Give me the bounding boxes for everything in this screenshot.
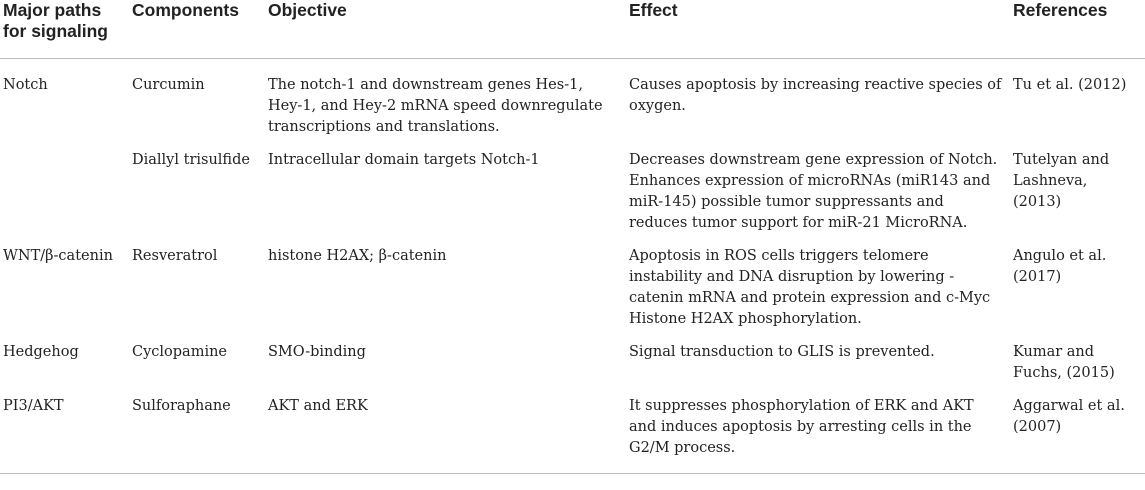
table-row bbox=[0, 342, 1145, 396]
cell-components: Sulforaphane bbox=[132, 398, 231, 414]
cell-effect: Causes apoptosis by increasing reactive species of oxygen. bbox=[629, 77, 1002, 114]
header-pathway: Major paths for signaling bbox=[3, 0, 108, 41]
table-body bbox=[0, 59, 1145, 474]
header-objective: Objective bbox=[268, 0, 347, 20]
cell-components: Resveratrol bbox=[132, 248, 218, 264]
header-components: Components bbox=[132, 0, 239, 20]
cell-objective: AKT and ERK bbox=[268, 398, 368, 414]
table-row bbox=[0, 396, 1145, 474]
header-row bbox=[0, 0, 1145, 59]
cell-objective: Intracellular domain targets Notch-1 bbox=[268, 152, 540, 168]
cell-pathway bbox=[0, 150, 132, 246]
cell-effect: Signal transduction to GLIS is prevented. bbox=[629, 344, 935, 360]
cell-components: Diallyl trisulfide bbox=[132, 152, 250, 168]
cell-effect: It suppresses phosphorylation of ERK and AKT and induces apoptosis by arresting cells in the G2/M process. bbox=[629, 398, 974, 456]
table-header bbox=[0, 0, 1145, 59]
cell-effect: Apoptosis in ROS cells triggers telomere instability and DNA disruption by lowering -catenin mRNA and protein expression and c-Myc Histone H2AX phosphorylation. bbox=[629, 248, 991, 327]
cell-references: Tu et al. (2012) bbox=[1013, 77, 1127, 93]
cell-components: Curcumin bbox=[132, 77, 205, 93]
cell-components: Cyclopamine bbox=[132, 344, 228, 360]
cell-references: Kumar and Fuchs, (2015) bbox=[1013, 344, 1115, 381]
table-row bbox=[0, 150, 1145, 246]
header-references: References bbox=[1013, 0, 1108, 20]
cell-pathway: Hedgehog bbox=[3, 344, 79, 360]
cell-objective: SMO-binding bbox=[268, 344, 366, 360]
cell-objective: histone H2AX; β-catenin bbox=[268, 248, 447, 264]
cell-pathway: WNT/β-catenin bbox=[3, 248, 113, 264]
table-row bbox=[0, 246, 1145, 342]
cell-pathway: PI3/AKT bbox=[3, 398, 64, 414]
cell-effect: Decreases downstream gene expression of Notch. Enhances expression of microRNAs (miR143 and miR-145) possible tumor suppressants and reduces tumor support for miR-21 MicroRNA. bbox=[629, 152, 998, 231]
cell-references: Aggarwal et al. (2007) bbox=[1013, 398, 1125, 435]
table-row bbox=[0, 59, 1145, 151]
header-effect: Effect bbox=[629, 0, 678, 20]
cell-references: Angulo et al. (2017) bbox=[1013, 248, 1107, 285]
cell-pathway: Notch bbox=[3, 77, 48, 93]
cell-objective: The notch-1 and downstream genes Hes-1, Hey-1, and Hey-2 mRNA speed downregulate transcriptions and translations. bbox=[268, 77, 603, 135]
cell-references: Tutelyan and Lashneva, (2013) bbox=[1013, 152, 1110, 210]
